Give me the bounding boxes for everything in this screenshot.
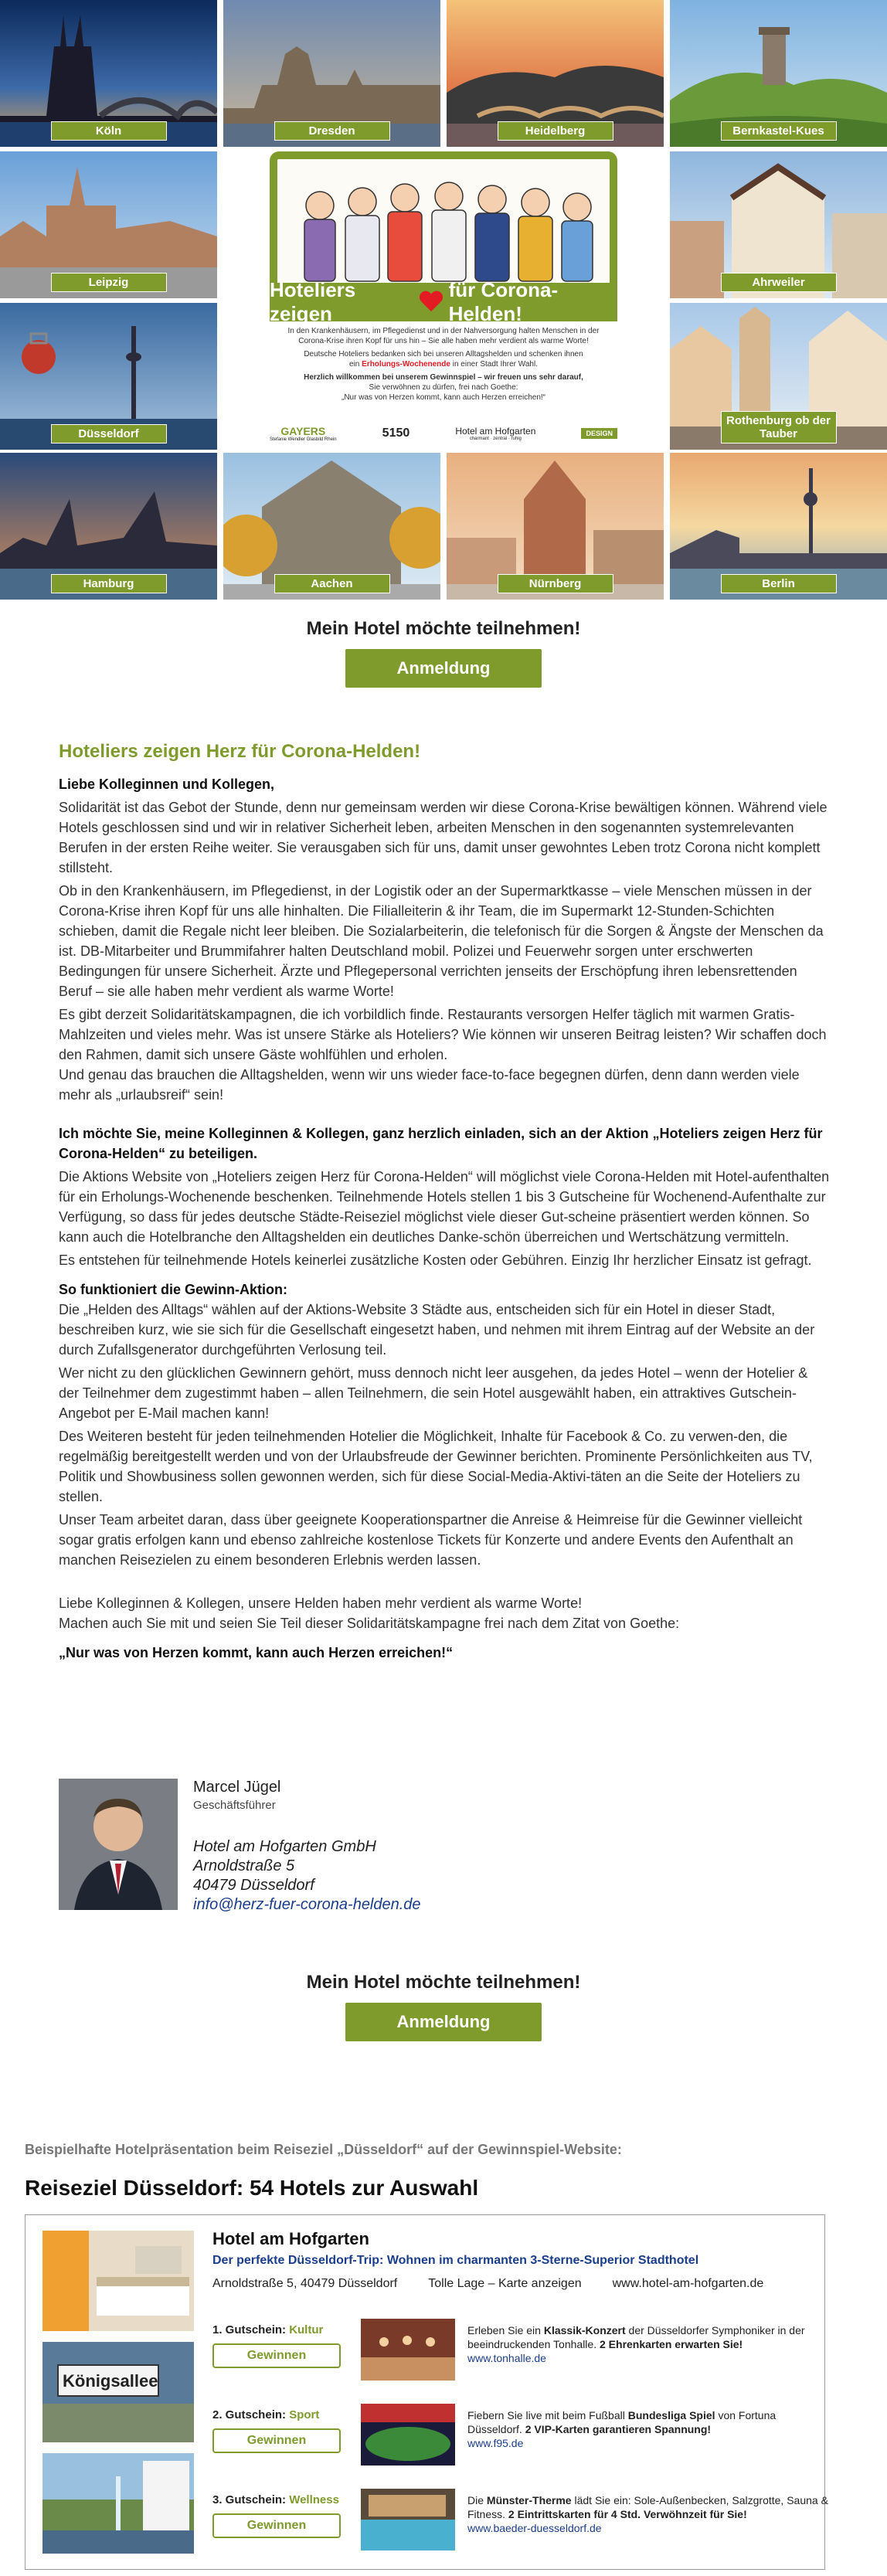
city-label: Rothenburg ob der Tauber (721, 411, 837, 443)
hotel-room-photo (42, 2231, 194, 2331)
cta-title: Mein Hotel möchte teilnehmen! (306, 618, 581, 639)
city-label: Heidelberg (498, 121, 613, 141)
banner-left-text: Hoteliers zeigen (270, 278, 356, 325)
paragraph: Des Weiteren besteht für jeden teilnehmenden Hotelier die Möglichkeit, Inhalte für Facebook & Co. zu verwen-den, die regelmäßig bereitgestellt werden und von der Urlaubsfreude der Gewinner berichten. Prominente Persönlichkeiten aus TV, Politik und Showbusiness sollen gewonnen werden, sich für diese Social-Media-Aktivi-täten an die Seite der Hoteliers zu stellen. (59, 1429, 813, 1504)
sponsor-logos (270, 422, 617, 445)
city-tile-berlin[interactable] (670, 453, 887, 600)
city-label: Düsseldorf (51, 424, 167, 443)
poster-illustration (270, 151, 617, 291)
voucher-text: Erleben Sie ein Klassik-Konzert der Düsseldorfer Symphoniker in der beeindruckenden Tonhalle. 2 Ehrenkarten erwarten Sie! www.tonhalle.de (467, 2324, 805, 2364)
invitation: Ich möchte Sie, meine Kolleginnen & Kollegen, ganz herzlich einladen, sich an der Aktion „Hoteliers zeigen Herz für Corona-Helden“ zu beteiligen. (59, 1126, 823, 1161)
poster-line: In den Krankenhäusern, im Pflegedienst und in der Nahversorgung halten Menschen in der (287, 327, 600, 335)
concert-photo (361, 2319, 455, 2381)
sponsor-logo: 5150 (382, 427, 410, 440)
win-button[interactable]: Gewinnen (212, 2428, 341, 2453)
map-link[interactable]: Tolle Lage – Karte anzeigen (428, 2277, 582, 2290)
cta-title: Mein Hotel möchte teilnehmen! (306, 1972, 581, 1993)
paragraph: Machen auch Sie mit und seien Sie Teil dieser Solidaritätskampagne frei nach dem Zitat von Goethe: (59, 1616, 680, 1631)
hotel-card (25, 2214, 828, 2570)
hotel-name: Hotel am Hofgarten (212, 2229, 369, 2248)
signature (59, 1779, 522, 1913)
win-button[interactable]: Gewinnen (212, 2513, 341, 2538)
voucher-link[interactable]: www.f95.de (467, 2437, 524, 2449)
voucher-title: 1. Gutschein: Kultur (212, 2323, 324, 2336)
poster-line: Deutsche Hoteliers bedanken sich bei unseren Alltagshelden und schenken ihnen (304, 350, 583, 359)
city-tile-koeln[interactable] (0, 0, 217, 147)
city-tile-hamburg[interactable] (0, 453, 217, 600)
cta-top (0, 618, 887, 688)
voucher-sport (212, 2408, 831, 2486)
street-sign-label: Königsallee (63, 2371, 158, 2391)
showcase-caption: Beispielhafte Hotelpräsentation beim Reiseziel „Düsseldorf“ auf der Gewinnspiel-Website: (25, 2142, 622, 2157)
greeting: Liebe Kolleginnen und Kollegen, (59, 777, 275, 792)
city-grid (0, 0, 887, 600)
stadium-photo (361, 2404, 455, 2466)
article-headline: Hoteliers zeigen Herz für Corona-Helden! (59, 741, 421, 762)
koenigsallee-photo (42, 2342, 194, 2442)
hotel-website-link[interactable]: www.hotel-am-hofgarten.de (612, 2277, 764, 2290)
poster-banner (270, 278, 617, 325)
portrait-photo (59, 1779, 178, 1910)
article (59, 742, 831, 1666)
register-button[interactable]: Anmeldung (345, 649, 542, 688)
city-label: Leipzig (51, 273, 167, 292)
campaign-poster (223, 151, 664, 450)
voucher-text: Fiebern Sie live mit beim Fußball Bundesliga Spiel von Fortuna Düsseldorf. 2 VIP-Karten garantieren Spannung! www.f95.de (467, 2409, 777, 2449)
paragraph: Wer nicht zu den glücklichen Gewinnern gehört, muss dennoch nicht leer ausgehen, da jedes Hotel – wenn der Hotelier & der Teilnehmer dem zugestimmt haben – allen Teilnehmern, die sein Hotel ausgewählt haben, ein attraktives Gutschein-Angebot per E-Mail machen kann! (59, 1365, 808, 1421)
voucher-text: Die Münster-Therme lädt Sie ein: Sole-Außenbecken, Salzgrotte, Sauna & Fitness. 2 Eintrittskarten für 4 Std. Verwöhnzeit für Sie! www.baeder-duesseldorf.de (467, 2494, 828, 2534)
city-tile-nuernberg[interactable] (447, 453, 664, 600)
voucher-link[interactable]: www.tonhalle.de (467, 2352, 546, 2364)
poster-text (254, 326, 633, 403)
signer-role: Geschäftsführer (193, 1799, 276, 1812)
fountain-photo (42, 2453, 194, 2554)
banner-right-text: für Corona-Helden! (448, 278, 559, 325)
city-tile-heidelberg[interactable] (447, 0, 664, 147)
sponsor-logo: DESIGN (581, 428, 617, 439)
signer-address (193, 1837, 421, 1915)
city-tile-rothenburg[interactable] (670, 303, 887, 450)
voucher-culture (212, 2323, 831, 2401)
company-name: Hotel am Hofgarten GmbH (193, 1838, 376, 1855)
hotel-tagline: Der perfekte Düsseldorf-Trip: Wohnen im charmanten 3-Sterne-Superior Stadthotel (212, 2254, 699, 2267)
register-button[interactable]: Anmeldung (345, 2003, 542, 2041)
city-tile-duesseldorf[interactable] (0, 303, 217, 450)
poster-line: Sie verwöhnen zu dürfen, frei nach Goethe: (369, 383, 518, 392)
paragraph: Die Aktions Website von „Hoteliers zeigen Herz für Corona-Helden“ will möglichst viele Corona-Helden mit Hotel-aufenthalten für ein Erholungs-Wochenende beschenken. Teilnehmende Hotels stellen 1 bis 3 Gutscheine für Wochenend-Aufenthalte zur Verfügung, so dass für jedes deutsche Städte-Reiseziel möglichst viele dieser Gut-scheine präsentiert werden können. So kann auch die Hotelbranche den Alltagshelden ein deutliches Danke-schön überreichen und Wertschätzung vermitteln. (59, 1169, 830, 1245)
city-label: Nürnberg (498, 574, 613, 593)
voucher-title: 3. Gutschein: Wellness (212, 2493, 339, 2506)
voucher-title: 2. Gutschein: Sport (212, 2408, 320, 2421)
spa-photo (361, 2489, 455, 2551)
paragraph: Und genau das brauchen die Alltagshelden, wenn wir uns wieder face-to-face begegnen dürfen, denn dann werden viele mehr als „urlaubsreif“ sein! (59, 1067, 800, 1103)
city-label: Aachen (274, 574, 390, 593)
paragraph: Es entstehen für teilnehmende Hotels keinerlei zusätzliche Kosten oder Gebühren. Einzig Ihr herzlicher Einsatz ist gefragt. (59, 1252, 812, 1268)
city-label: Ahrweiler (721, 273, 837, 292)
voucher-link[interactable]: www.baeder-duesseldorf.de (467, 2522, 602, 2534)
city: 40479 Düsseldorf (193, 1877, 314, 1894)
poster-line: ein Erholungs-Wochenende in einer Stadt Ihrer Wahl. (349, 360, 538, 369)
city-label: Bernkastel-Kues (721, 121, 837, 141)
cta-bottom (0, 1972, 887, 2041)
city-tile-ahrweiler[interactable] (670, 151, 887, 298)
goethe-quote: „Nur was von Herzen kommt, kann auch Herzen erreichen!“ (59, 1645, 454, 1660)
showcase-title: Reiseziel Düsseldorf: 54 Hotels zur Auswahl (25, 2176, 479, 2200)
sponsor-logo: Hotel am Hofgarten charmant · zentral · ruhig (455, 426, 536, 441)
city-label: Hamburg (51, 574, 167, 593)
paragraph: Solidarität ist das Gebot der Stunde, denn nur gemeinsam werden wir diese Corona-Krise bewältigen können. Während viele Hotels geschlossen sind und wir in relativer Sicherheit leben, arbeiten Menschen in den sogenannten systemrelevanten Berufen in der ersten Reihe weiter. Sie verausgaben sich für uns, damit unser gewohntes Leben trotz Corona nicht komplett stillsteht. (59, 800, 828, 875)
city-tile-bernkastel[interactable] (670, 0, 887, 147)
paragraph: Liebe Kolleginnen & Kollegen, unsere Helden haben mehr verdient als warme Worte! (59, 1596, 583, 1611)
email-link[interactable]: info@herz-fuer-corona-helden.de (193, 1896, 421, 1913)
heart-icon (420, 291, 441, 313)
hotel-info (212, 2277, 763, 2291)
voucher-wellness (212, 2493, 831, 2571)
city-label: Köln (51, 121, 167, 141)
poster-line: Corona-Krise ihren Kopf für uns hin – Sie alle haben mehr verdient als warme Worte! (298, 337, 589, 345)
paragraph: Ob in den Krankenhäusern, im Pflegedienst, in der Logistik oder an der Supermarktkasse – viele Menschen müssen in der Corona-Krise ihren Kopf für uns alle hinhalten. Die Filialleiterin & ihr Team, die im Supermarkt 12-Stunden-Schichten schieben, damit die Regale nicht leer bleiben. Die Sozialarbeiterin, die telefonisch für die Sorgen & Ängste der Menschen da ist. DB-Mitarbeiter und Brummifahrer halten Deutschland mobil. Polizei und Feuerwehr sorgen unter erschwerten Bedingungen für unsere Sicherheit. Ärzte und Pflegepersonal verrichten jenseits der Erschöpfung ihren lebensrettenden Beruf – sie alle haben mehr verdient als warme Worte! (59, 883, 824, 999)
win-button[interactable]: Gewinnen (212, 2343, 341, 2368)
hotel-address: Arnoldstraße 5, 40479 Düsseldorf (212, 2277, 398, 2290)
paragraph: Die „Helden des Alltags“ wählen auf der Aktions-Website 3 Städte aus, entscheiden sich für ein Hotel in dieser Stadt, beschreiben kurz, wie sie sich für die Gesellschaft eingesetzt haben, und nehmen mit ihrem Eintrag auf der Website an der durch Zufallsgenerator durchgeführten Verlosung teil. (59, 1302, 815, 1358)
paragraph: Unser Team arbeitet daran, dass über geeignete Kooperationspartner die Anreise & Heimreise für die Gewinner vielleicht sogar gratis erfolgen kann und ebenso zahlreiche kostenlose Tickets für Konzerte und andere Events den Aufenthalt an manchen Reisezielen zu einem besonderen Erlebnis werden lassen. (59, 1512, 803, 1568)
sponsor-logo: GAYERS Stefanie Wendler Glasbild Rhein (270, 425, 337, 442)
city-label: Berlin (721, 574, 837, 593)
how-it-works-title: So funktioniert die Gewinn-Aktion: (59, 1282, 287, 1297)
city-tile-leipzig[interactable] (0, 151, 217, 298)
street: Arnoldstraße 5 (193, 1857, 295, 1874)
paragraph: Es gibt derzeit Solidaritätskampagnen, die ich vorbildlich finde. Restaurants versorgen Helfer täglich mit warmen Gratis-Mahlzeiten und vieles mehr. Was ist unsere Stärke als Hoteliers? Wie können wir unseren Beitrag leisten? Wir schaffen doch den Rahmen, damit sich unsere Gäste wohlfühlen und erholen. (59, 1007, 827, 1062)
poster-line: Herzlich willkommen bei unserem Gewinnspiel – wir freuen uns sehr darauf, (304, 373, 583, 382)
city-label: Dresden (274, 121, 390, 141)
signer-name: Marcel Jügel (193, 1779, 281, 1796)
poster-line: „Nur was von Herzen kommt, kann auch Herzen erreichen!“ (342, 393, 545, 402)
city-tile-aachen[interactable] (223, 453, 440, 600)
city-tile-dresden[interactable] (223, 0, 440, 147)
